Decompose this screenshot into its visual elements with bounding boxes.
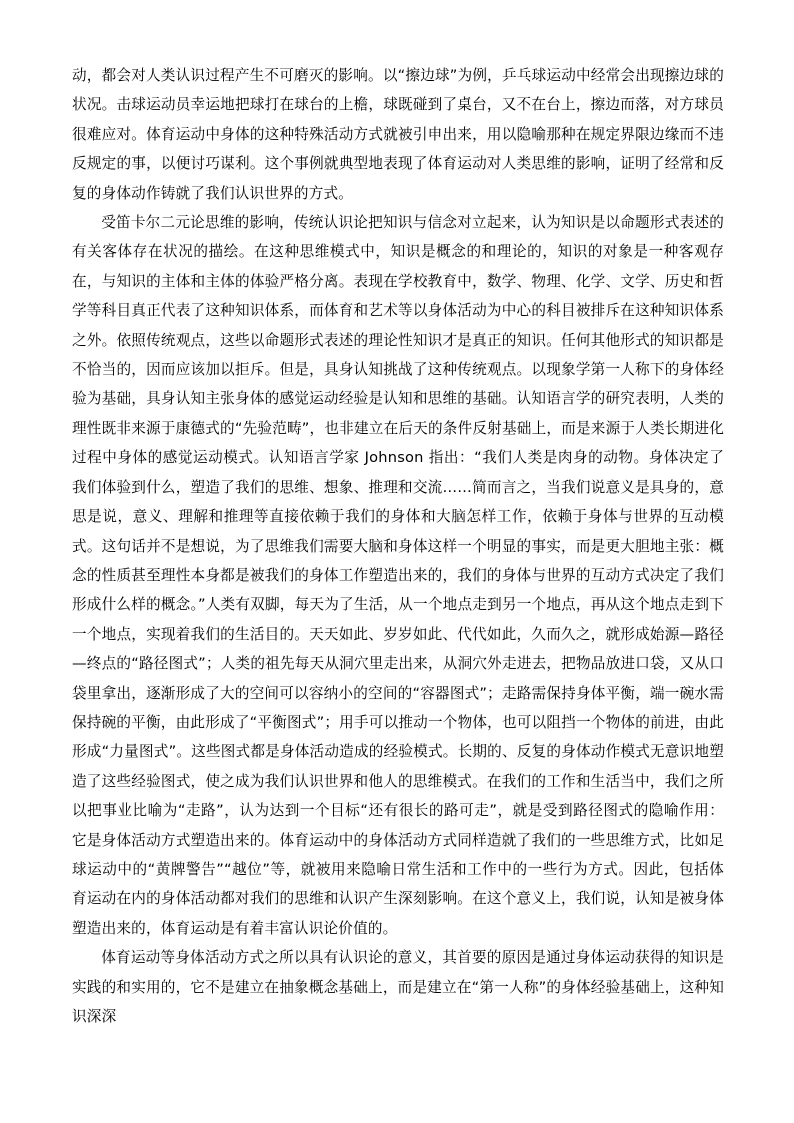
paragraph-3: 体育运动等身体活动方式之所以具有认识论的意义，其首要的原因是通过身体运动获得的知识是实践的和实用的，它不是建立在抽象概念基础上，而是建立在“第一人称”的身体经验基础上，这种知识深深 xyxy=(72,949,724,1025)
paragraph-2: 受笛卡尔二元论思维的影响，传统认识论把知识与信念对立起来，认为知识是以命题形式表述的有关客体存在状况的描绘。在这种思维模式中，知识是概念的和理论的，知识的对象是一种客观存在，与知识的主体和主体的体验严格分离。表现在学校教育中，数学、物理、化学、文学、历史和哲学等科目真正代表了这种知识体系，而体育和艺术等以身体活动为中心的科目被排斥在这种知识体系之外。依照传统观点，这些以命题形式表述的理论性知识才是真正的知识。任何其他形式的知识都是不恰当的，因而应该加以拒斥。但是，具身认知挑战了这种传统观点。以现象学第一人称下的身体经验为基础，具身认知主张身体的感觉运动经验是认知和思维的基础。认知语言学的研究表明，人类的理性既非来源于康德式的“先验范畴”，也非建立在后天的条件反射基础上，而是来源于人类长期进化过程中身体的感觉运动模式。认知语言学家 Johnson 指出：“我们人类是肉身的动物。身体决定了我们体验到什么，塑造了我们的思维、想象、推理和交流……简而言之，当我们说意义是具身的，意思是说，意义、理解和推理等直接依赖于我们的身体和大脑怎样工作，依赖于身体与世界的互动模式。这句话并不是想说，为了思维我们需要大脑和身体这样一个明显的事实，而是更大胆地主张：概念的性质甚至理性本身都是被我们的身体工作塑造出来的，我们的身体与世界的互动方式决定了我们形成什么样的概念。”人类有双脚，每天为了生活，从一个地点走到另一个地点，再从这个地点走到下一个地点，实现着我们的生活目的。天天如此、岁岁如此、代代如此，久而久之，就形成始源—路径—终点的“路径图式”；人类的祖先每天从洞穴里走出来，从洞穴外走进去，把物品放进口袋，又从口袋里拿出，逐渐形成了大的空间可以容纳小的空间的“容器图式”；走路需保持身体平衡，端一碗水需保持碗的平衡，由此形成了“平衡图式”；用手可以推动一个物体，也可以阻挡一个物体的前进，由此形成“力量图式”。这些图式都是身体活动造成的经验模式。长期的、反复的身体动作模式无意识地塑造了这些经验图式，使之成为我们认识世界和他人的思维模式。在我们的工作和生活当中，我们之所以把事业比喻为“走路”，认为达到一个目标“还有很长的路可走”，就是受到路径图式的隐喻作用：它是身体活动方式塑造出来的。体育运动中的身体活动方式同样造就了我们的一些思维方式，比如足球运动中的“黄牌警告”“越位”等，就被用来隐喻日常生活和工作中的一些行为方式。因此，包括体育运动在内的身体活动都对我们的思维和认识产生深刻影响。在这个意义上，我们说，认知是被身体塑造出来的，体育运动是有着丰富认识论价值的。 xyxy=(72,214,724,937)
paragraph-1: 动，都会对人类认识过程产生不可磨灭的影响。以“擦边球”为例，乒乓球运动中经常会出现擦边球的状况。击球运动员幸运地把球打在球台的上檐，球既碰到了桌台，又不在台上，擦边而落，对方球员很难应对。体育运动中身体的这种特殊活动方式就被引申出来，用以隐喻那种在规定界限边缘而不违反规定的事，以便讨巧谋利。这个事例就典型地表现了体育运动对人类思维的影响，证明了经常和反复的身体动作铸就了我们认识世界的方式。 xyxy=(72,67,724,202)
document-page xyxy=(72,61,724,1031)
